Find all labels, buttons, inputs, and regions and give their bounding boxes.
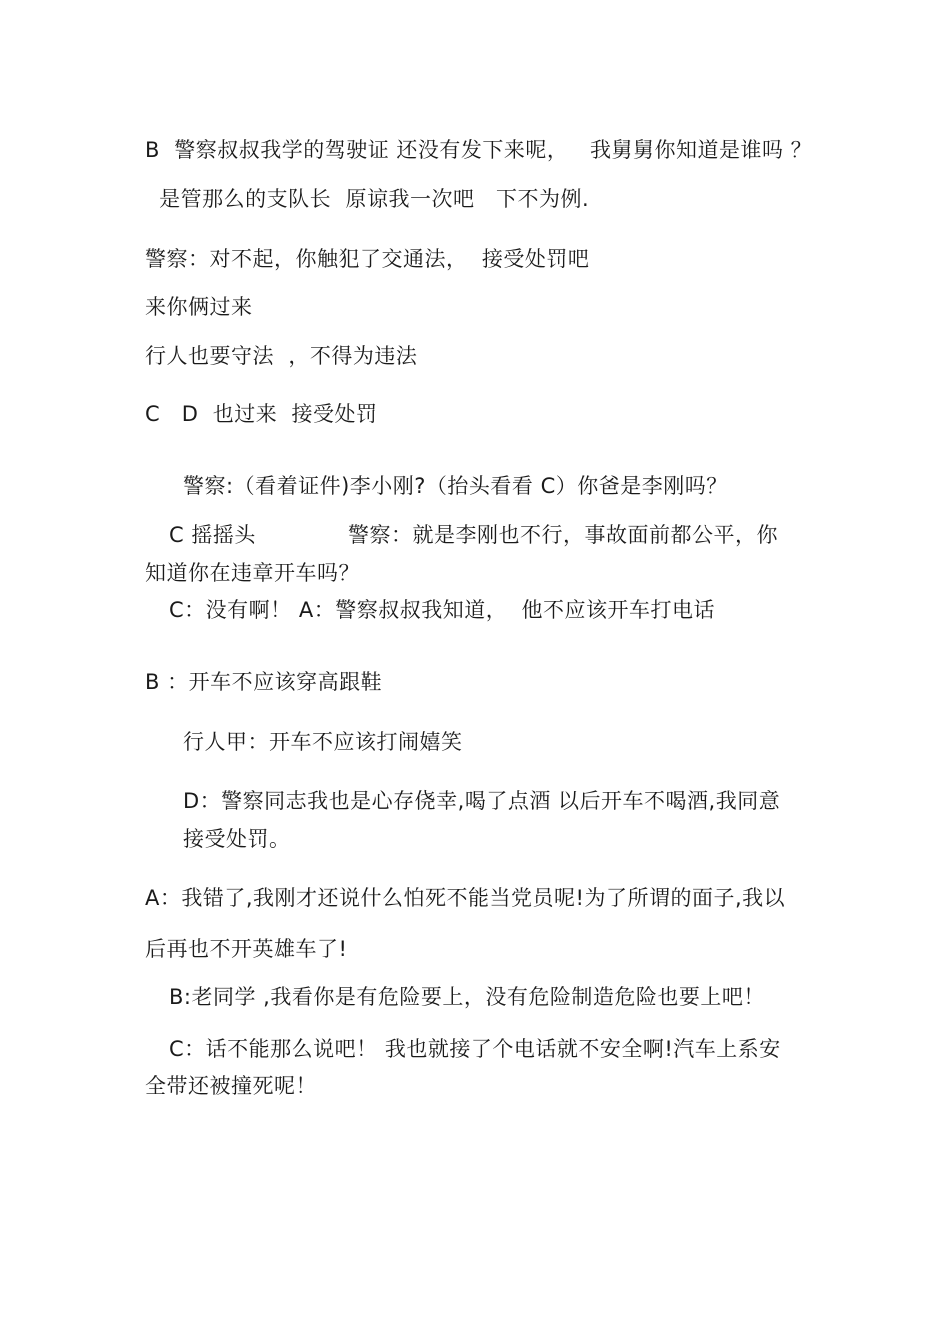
text-line-19: C：话不能那么说吧！ 我也就接了个电话就不安全啊!汽车上系安 — [169, 1037, 781, 1061]
text-line-5: 行人也要守法 ，不得为违法 — [145, 344, 418, 368]
text-line-20: 全带还被撞死呢！ — [145, 1074, 317, 1098]
text-line-12: B ：开车不应该穿高跟鞋 — [145, 670, 383, 694]
text-line-11: C：没有啊！ A：警察叔叔我知道， 他不应该开车打电话 — [169, 598, 716, 622]
text-line-13: 行人甲：开车不应该打闹嬉笑 — [183, 730, 463, 754]
text-line-9: 警察：就是李刚也不行，事故面前都公平，你 — [348, 523, 778, 547]
text-line-18: B:老同学 ,我看你是有危险要上，没有危险制造危险也要上吧！ — [169, 985, 765, 1009]
text-line-1: B 警察叔叔我学的驾驶证 还没有发下来呢， 我舅舅你知道是谁吗 ？ — [145, 138, 813, 162]
text-line-8: C 摇摇头 — [169, 523, 256, 547]
text-line-3: 警察：对不起，你触犯了交通法， 接受处罚吧 — [145, 247, 590, 271]
text-line-17: 后再也不开英雄车了! — [145, 937, 348, 961]
text-line-16: A：我错了,我刚才还说什么怕死不能当党员呢!为了所谓的面子,我以 — [145, 886, 786, 910]
text-line-4: 来你俩过来 — [145, 295, 253, 319]
text-line-14: D：警察同志我也是心存侥幸,喝了点酒 以后开车不喝酒,我同意 — [183, 789, 781, 813]
text-line-7: 警察:（看着证件)李小刚?（抬头看看 C）你爸是李刚吗？ — [183, 474, 728, 498]
text-line-2: 是管那么的支队长 原谅我一次吧 下不为例. — [152, 187, 590, 211]
text-line-15: 接受处罚。 — [183, 827, 291, 851]
text-line-6: C D 也过来 接受处罚 — [145, 402, 378, 426]
text-line-10: 知道你在违章开车吗？ — [145, 561, 360, 585]
